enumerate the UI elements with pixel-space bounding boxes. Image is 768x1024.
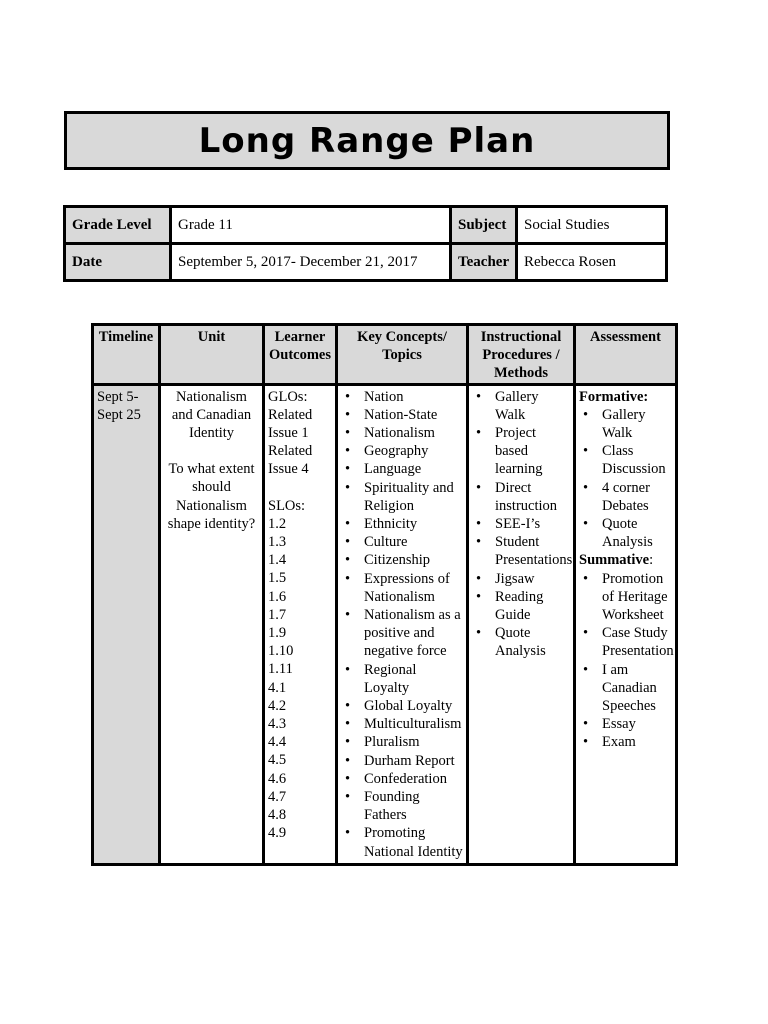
concepts-list bbox=[341, 388, 463, 861]
procedure-item: • Student Presentations bbox=[472, 533, 570, 569]
grade-label: Grade Level bbox=[65, 207, 171, 244]
concept-item: • Ethnicity bbox=[341, 515, 463, 533]
grade-value: Grade 11 bbox=[171, 207, 451, 244]
concept-item: • Geography bbox=[341, 442, 463, 460]
summative-list bbox=[579, 570, 672, 752]
slo-item: 1.10 bbox=[268, 643, 294, 660]
slo-item: 4.9 bbox=[268, 825, 287, 842]
procedure-item: • Direct instruction bbox=[472, 479, 570, 515]
slos-list bbox=[268, 515, 332, 843]
summative-item: • I am Canadian Speeches bbox=[579, 661, 672, 716]
procedure-item: • Quote Analysis bbox=[472, 624, 570, 660]
concept-item: • Promoting National Identity bbox=[341, 824, 463, 860]
info-row-date bbox=[65, 244, 667, 281]
concept-item: • Nationalism bbox=[341, 424, 463, 442]
unit-cell bbox=[160, 384, 264, 864]
concept-item: • Confederation bbox=[341, 770, 463, 788]
date-value: September 5, 2017- December 21, 2017 bbox=[171, 244, 451, 281]
concept-item: • Language bbox=[341, 460, 463, 478]
summative-item: • Promotion of Heritage Worksheet bbox=[579, 570, 672, 625]
summative-heading bbox=[579, 551, 672, 569]
info-row-grade bbox=[65, 207, 667, 244]
slo-item: 1.9 bbox=[268, 625, 287, 642]
date-label: Date bbox=[65, 244, 171, 281]
slos-label: SLOs: bbox=[268, 497, 306, 514]
header-concepts: Key Concepts/ Topics bbox=[337, 325, 468, 385]
formative-list bbox=[579, 406, 672, 552]
summative-item: • Essay bbox=[579, 715, 672, 733]
subject-value: Social Studies bbox=[517, 207, 667, 244]
plan-row bbox=[93, 384, 677, 864]
procedure-item: • Project based learning bbox=[472, 424, 570, 479]
concept-item: • Nation bbox=[341, 388, 463, 406]
procedure-item: • Gallery Walk bbox=[472, 388, 570, 424]
formative-item: • Class Discussion bbox=[579, 442, 672, 478]
concept-item: • Durham Report bbox=[341, 752, 463, 770]
subject-label: Subject bbox=[451, 207, 517, 244]
assessment-cell bbox=[575, 384, 677, 864]
concept-item: • Founding Fathers bbox=[341, 788, 463, 824]
slo-item: 4.3 bbox=[268, 716, 287, 733]
outcomes-cell bbox=[264, 384, 337, 864]
unit-name: Nationalism and Canadian Identity bbox=[171, 388, 252, 442]
slo-item: 1.5 bbox=[268, 570, 287, 587]
concept-item: • Nation-State bbox=[341, 406, 463, 424]
header-assessment: Assessment bbox=[575, 325, 677, 385]
summative-colon: : bbox=[649, 552, 654, 569]
procedure-item: • SEE-I’s bbox=[472, 515, 570, 533]
concepts-cell bbox=[337, 384, 468, 864]
title-banner bbox=[64, 111, 670, 170]
slo-item: 4.1 bbox=[268, 679, 287, 696]
procedures-cell bbox=[468, 384, 575, 864]
formative-item: • Quote Analysis bbox=[579, 515, 672, 551]
concept-item: • Regional Loyalty bbox=[341, 661, 463, 697]
teacher-value: Rebecca Rosen bbox=[517, 244, 667, 281]
summative-item: • Exam bbox=[579, 733, 672, 751]
procedure-item: • Reading Guide bbox=[472, 588, 570, 624]
summative-label: Summative bbox=[579, 552, 650, 569]
glos-text: GLOs: Related Issue 1 Related Issue 4 bbox=[268, 388, 313, 478]
concept-item: • Citizenship bbox=[341, 551, 463, 569]
timeline-text: Sept 5- Sept 25 bbox=[97, 388, 141, 423]
plan-table bbox=[91, 323, 678, 866]
concept-item: • Global Loyalty bbox=[341, 697, 463, 715]
slo-item: 4.8 bbox=[268, 807, 287, 824]
procedure-item: • Jigsaw bbox=[472, 570, 570, 588]
header-timeline: Timeline bbox=[93, 325, 160, 385]
header-outcomes: Learner Outcomes bbox=[264, 325, 337, 385]
concept-item: • Pluralism bbox=[341, 733, 463, 751]
concept-item: • Expressions of Nationalism bbox=[341, 570, 463, 606]
slo-item: 4.7 bbox=[268, 788, 287, 805]
slo-item: 4.6 bbox=[268, 770, 287, 787]
slo-item: 1.11 bbox=[268, 661, 293, 678]
info-table bbox=[63, 205, 668, 282]
slo-item: 4.4 bbox=[268, 734, 287, 751]
slo-item: 4.2 bbox=[268, 697, 287, 714]
page-title: Long Range Plan bbox=[198, 120, 536, 161]
slo-item: 1.3 bbox=[268, 534, 287, 551]
slo-item: 4.5 bbox=[268, 752, 287, 769]
plan-header-row bbox=[93, 325, 677, 385]
slo-item: 1.7 bbox=[268, 606, 287, 623]
formative-item: • Gallery Walk bbox=[579, 406, 672, 442]
teacher-label: Teacher bbox=[451, 244, 517, 281]
timeline-cell bbox=[93, 384, 160, 864]
concept-item: • Spirituality and Religion bbox=[341, 479, 463, 515]
header-procedures: Instructional Procedures / Methods bbox=[468, 325, 575, 385]
header-unit: Unit bbox=[160, 325, 264, 385]
slo-item: 1.4 bbox=[268, 552, 287, 569]
slo-item: 1.2 bbox=[268, 515, 287, 532]
concept-item: • Nationalism as a positive and negative force bbox=[341, 606, 463, 661]
concept-item: • Multiculturalism bbox=[341, 715, 463, 733]
procedures-list bbox=[472, 388, 573, 661]
formative-label: Formative: bbox=[579, 388, 649, 405]
formative-item: • 4 corner Debates bbox=[579, 479, 672, 515]
concept-item: • Culture bbox=[341, 533, 463, 551]
unit-question: To what extent should Nationalism shape identity? bbox=[167, 461, 256, 532]
slo-item: 1.6 bbox=[268, 588, 287, 605]
summative-item: • Case Study Presentation bbox=[579, 624, 672, 660]
